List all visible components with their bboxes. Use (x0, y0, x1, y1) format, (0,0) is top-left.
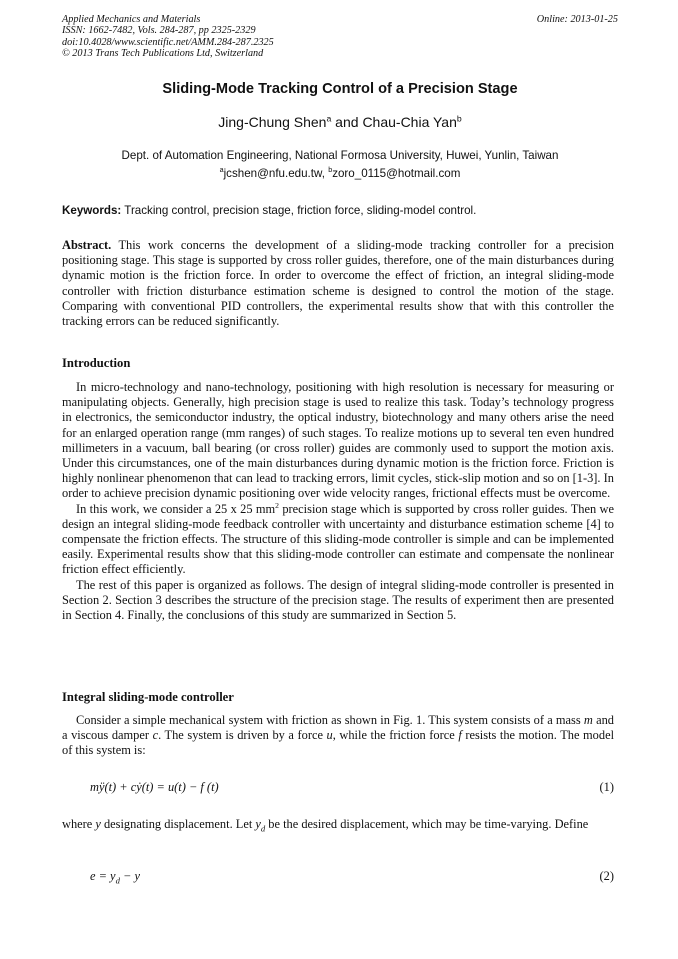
paragraph (62, 817, 614, 832)
equation-number: (2) (599, 869, 614, 883)
math-variable: m (583, 713, 593, 727)
keywords-label: Keywords: (62, 204, 122, 217)
math-variable: c (152, 728, 159, 743)
equation-2 (90, 869, 614, 884)
paragraph (62, 502, 614, 578)
paragraph-text: and a viscous damper (62, 713, 614, 743)
email-address: zoro_0115@hotmail.com (332, 167, 461, 180)
paragraph-text: Consider a simple mechanical system with friction as shown in Fig. 1. This system consists of a mass (76, 713, 584, 727)
doi-line: doi:10.4028/www.scientific.net/AMM.284-287.2325 (62, 36, 274, 48)
author-conjunction: and (331, 114, 363, 130)
paragraph-text: be the desired displacement, which may be time-varying. Define (265, 817, 589, 831)
author-name: Jing-Chung Shen (218, 114, 327, 130)
journal-header (62, 14, 618, 60)
author-line (62, 115, 618, 130)
author-name: Chau-Chia Yan (362, 114, 457, 130)
paper-title: Sliding-Mode Tracking Control of a Precision Stage (162, 81, 518, 97)
paragraph-text: In this work, we consider a 25 x 25 mm (76, 501, 276, 516)
equation-lhs: e = y (90, 869, 116, 883)
paragraph-text: . The system is driven by a force (158, 728, 327, 743)
paragraph-text: resists the motion. The model of this system is: (62, 728, 615, 758)
email-address: jcshen@nfu.edu.tw, (223, 167, 329, 180)
online-date: Online: 2013-01-25 (536, 14, 618, 25)
paragraph-text: , while the friction force (332, 728, 459, 743)
copyright-line: © 2013 Trans Tech Publications Ltd, Switzerland (62, 48, 264, 60)
paragraph: In micro-technology and nano-technology, positioning with high resolution is necessary for measuring or manipulating objects. Generally, high precision stage is used to realize this task. Today’s technology progress in electronics, the semiconductor industry, the optical industry, biotechnology and many others arise the need for an enlarged operation range (mm ranges) of such stages. To realize motions up to several ten even hundred millimeters in a vacuum, ball bearing (or cross roller) guides are commonly used to support the motion axis. Under this circumstances, one of the main disturbances during dynamic motion is the friction force. Friction is highly nonlinear phenomenon that can lead to tracking errors, limit cycles, stick-slip motion and so on [1-3]. In order to achieve precision dynamic positioning over wide velocity ranges, frictional effects must be overcome. (62, 380, 614, 501)
section-heading-integral-sliding-mode: Integral sliding-mode controller (62, 690, 234, 704)
abstract (62, 238, 614, 329)
paragraph (62, 713, 614, 759)
superscript: 2 (275, 500, 279, 510)
abstract-text: This work concerns the development of a sliding-mode tracking controller for a precision positioning stage. This stage is supported by cross roller guides, therefore, one of the main disturbances during dynamic motion is the friction force. In order to overcome the effect of friction, an integral sliding-mode controller with friction disturbance estimation scheme is designed to control the motion of the stage. Comparing with conventional PID controllers, the experimental results show that with this controller the tracking errors can be reduced significantly. (62, 238, 614, 329)
paragraph-text: where (62, 817, 96, 831)
math-subscript: d (260, 823, 266, 834)
math-variable: y (95, 817, 101, 831)
keywords (62, 203, 618, 218)
math-variable: u (326, 728, 333, 743)
keywords-text: Tracking control, precision stage, friction force, sliding-model control. (121, 204, 477, 217)
issn-line: ISSN: 1662-7482, Vols. 284-287, pp 2325-2329 (62, 25, 256, 37)
math-variable: f (458, 728, 462, 743)
equation-rhs: − y (119, 869, 140, 883)
email-superscript: b (328, 165, 333, 175)
equation-body: mÿ(t) + cẏ(t) = u(t) − f (t) (90, 780, 219, 794)
section-heading-introduction: Introduction (62, 356, 131, 370)
section2-body-cont (62, 817, 614, 832)
author-superscript: b (456, 113, 462, 124)
math-subscript: d (115, 875, 120, 886)
email-line (62, 166, 618, 181)
abstract-label: Abstract. (62, 238, 112, 252)
equation-number: (1) (599, 780, 614, 794)
paragraph: The rest of this paper is organized as follows. The design of integral sliding-mode controller is presented in Section 2. Section 3 describes the structure of the precision stage. The results of experiment then are presented in Section 4. Finally, the conclusions of this study are summarized in Section 5. (62, 577, 614, 623)
math-variable: y (255, 817, 261, 831)
section2-body (62, 713, 614, 759)
journal-name: Applied Mechanics and Materials (62, 14, 201, 25)
introduction-body (62, 380, 614, 623)
affiliation: Dept. of Automation Engineering, National Formosa University, Huwei, Yunlin, Taiwan (121, 149, 559, 162)
email-superscript: a (219, 165, 224, 175)
author-superscript: a (326, 113, 332, 124)
paragraph-text: designating displacement. Let (100, 817, 256, 831)
equation-1 (90, 780, 614, 795)
paragraph-text: precision stage which is supported by cross roller guides. Then we design an integral sliding-mode feedback controller with uncertainty and disturbance estimation scheme [4] to compensate the friction effects. The structure of this sliding-mode controller is simple and can be implemented easily. Experimental results show that this sliding-mode controller can estimate and compensate the nonlinear friction effect efficiently. (62, 501, 615, 577)
